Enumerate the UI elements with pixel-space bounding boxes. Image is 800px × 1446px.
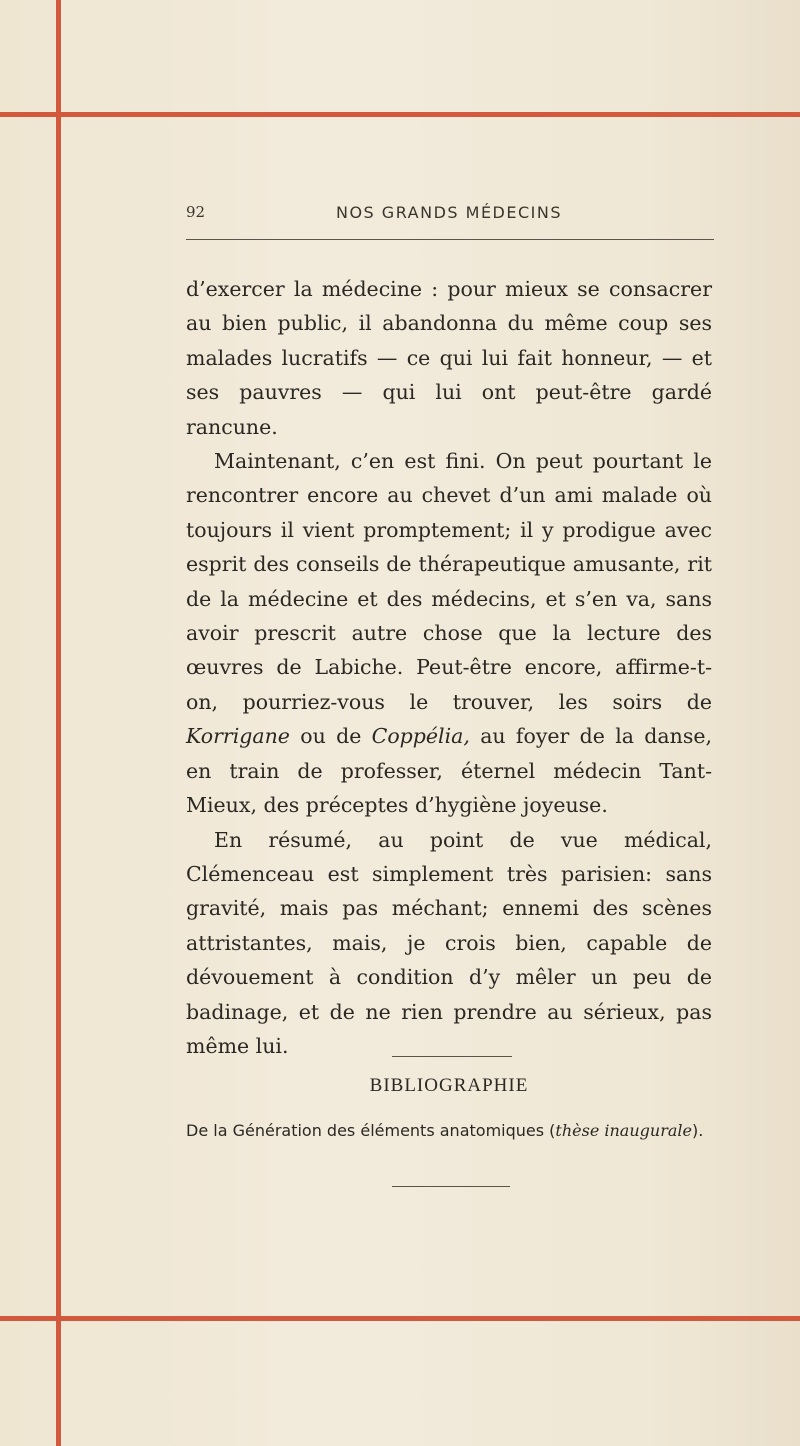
separator-rule [392, 1056, 512, 1057]
header-rule [186, 239, 714, 240]
paragraph [186, 444, 712, 822]
running-head: NOS GRANDS MÉDECINS [335, 203, 562, 222]
top-red-rule [0, 112, 800, 117]
italic-title: Coppélia, [371, 724, 470, 749]
page-header [186, 203, 712, 231]
bibliography-entry [186, 1118, 712, 1144]
bibliography-entry-text: De la Génération des éléments anatomiques ( [186, 1121, 556, 1140]
paragraph-text: au foyer de la danse, en train de professer, éternel médecin Tant-Mieux, des préceptes d’hygiène joyeuse. [186, 724, 712, 818]
bottom-red-rule [0, 1316, 800, 1321]
bibliography-entry-end: ). [691, 1121, 704, 1140]
bibliography-title: BIBLIOGRAPHIE [369, 1075, 529, 1096]
paragraph [186, 272, 712, 444]
paragraph-text: Maintenant, c’en est fini. On peut pourtant le rencontrer encore au chevet d’un ami malade où toujours il vient promptement; il y prodigue avec esprit des conseils de thérapeutique amusante, rit de la médecine et des médecins, et s’en va, sans avoir prescrit autre chose que la lecture des œuvres de Labiche. Peut-être encore, affirme-t-on, pourriez-vous le trouver, les soirs de [186, 449, 712, 714]
body-text [186, 272, 712, 1063]
paragraph-text: d’exercer la médecine : pour mieux se consacrer au bien public, il abandonna du même coup ses malades lucratifs — ce qui lui fait honneur, — et ses pauvres — qui lui ont peut-être gardé rancune. [186, 277, 712, 439]
separator-rule [392, 1186, 510, 1187]
paragraph [186, 823, 712, 1064]
page-number: 92 [186, 203, 206, 221]
bibliography-entry-italic: thèse inaugurale [555, 1121, 692, 1140]
italic-title: Korrigane [186, 724, 290, 749]
paragraph-text: En résumé, au point de vue médical, Clémenceau est simplement très parisien: sans gravité, mais pas méchant; ennemi des scènes attristantes, mais, je crois bien, capable de dévouement à condition d’y mêler un peu de badinage, et de ne rien prendre au sérieux, pas même lui. [186, 827, 712, 1058]
paragraph-text: ou de [289, 724, 372, 749]
left-red-rule [56, 0, 61, 1446]
